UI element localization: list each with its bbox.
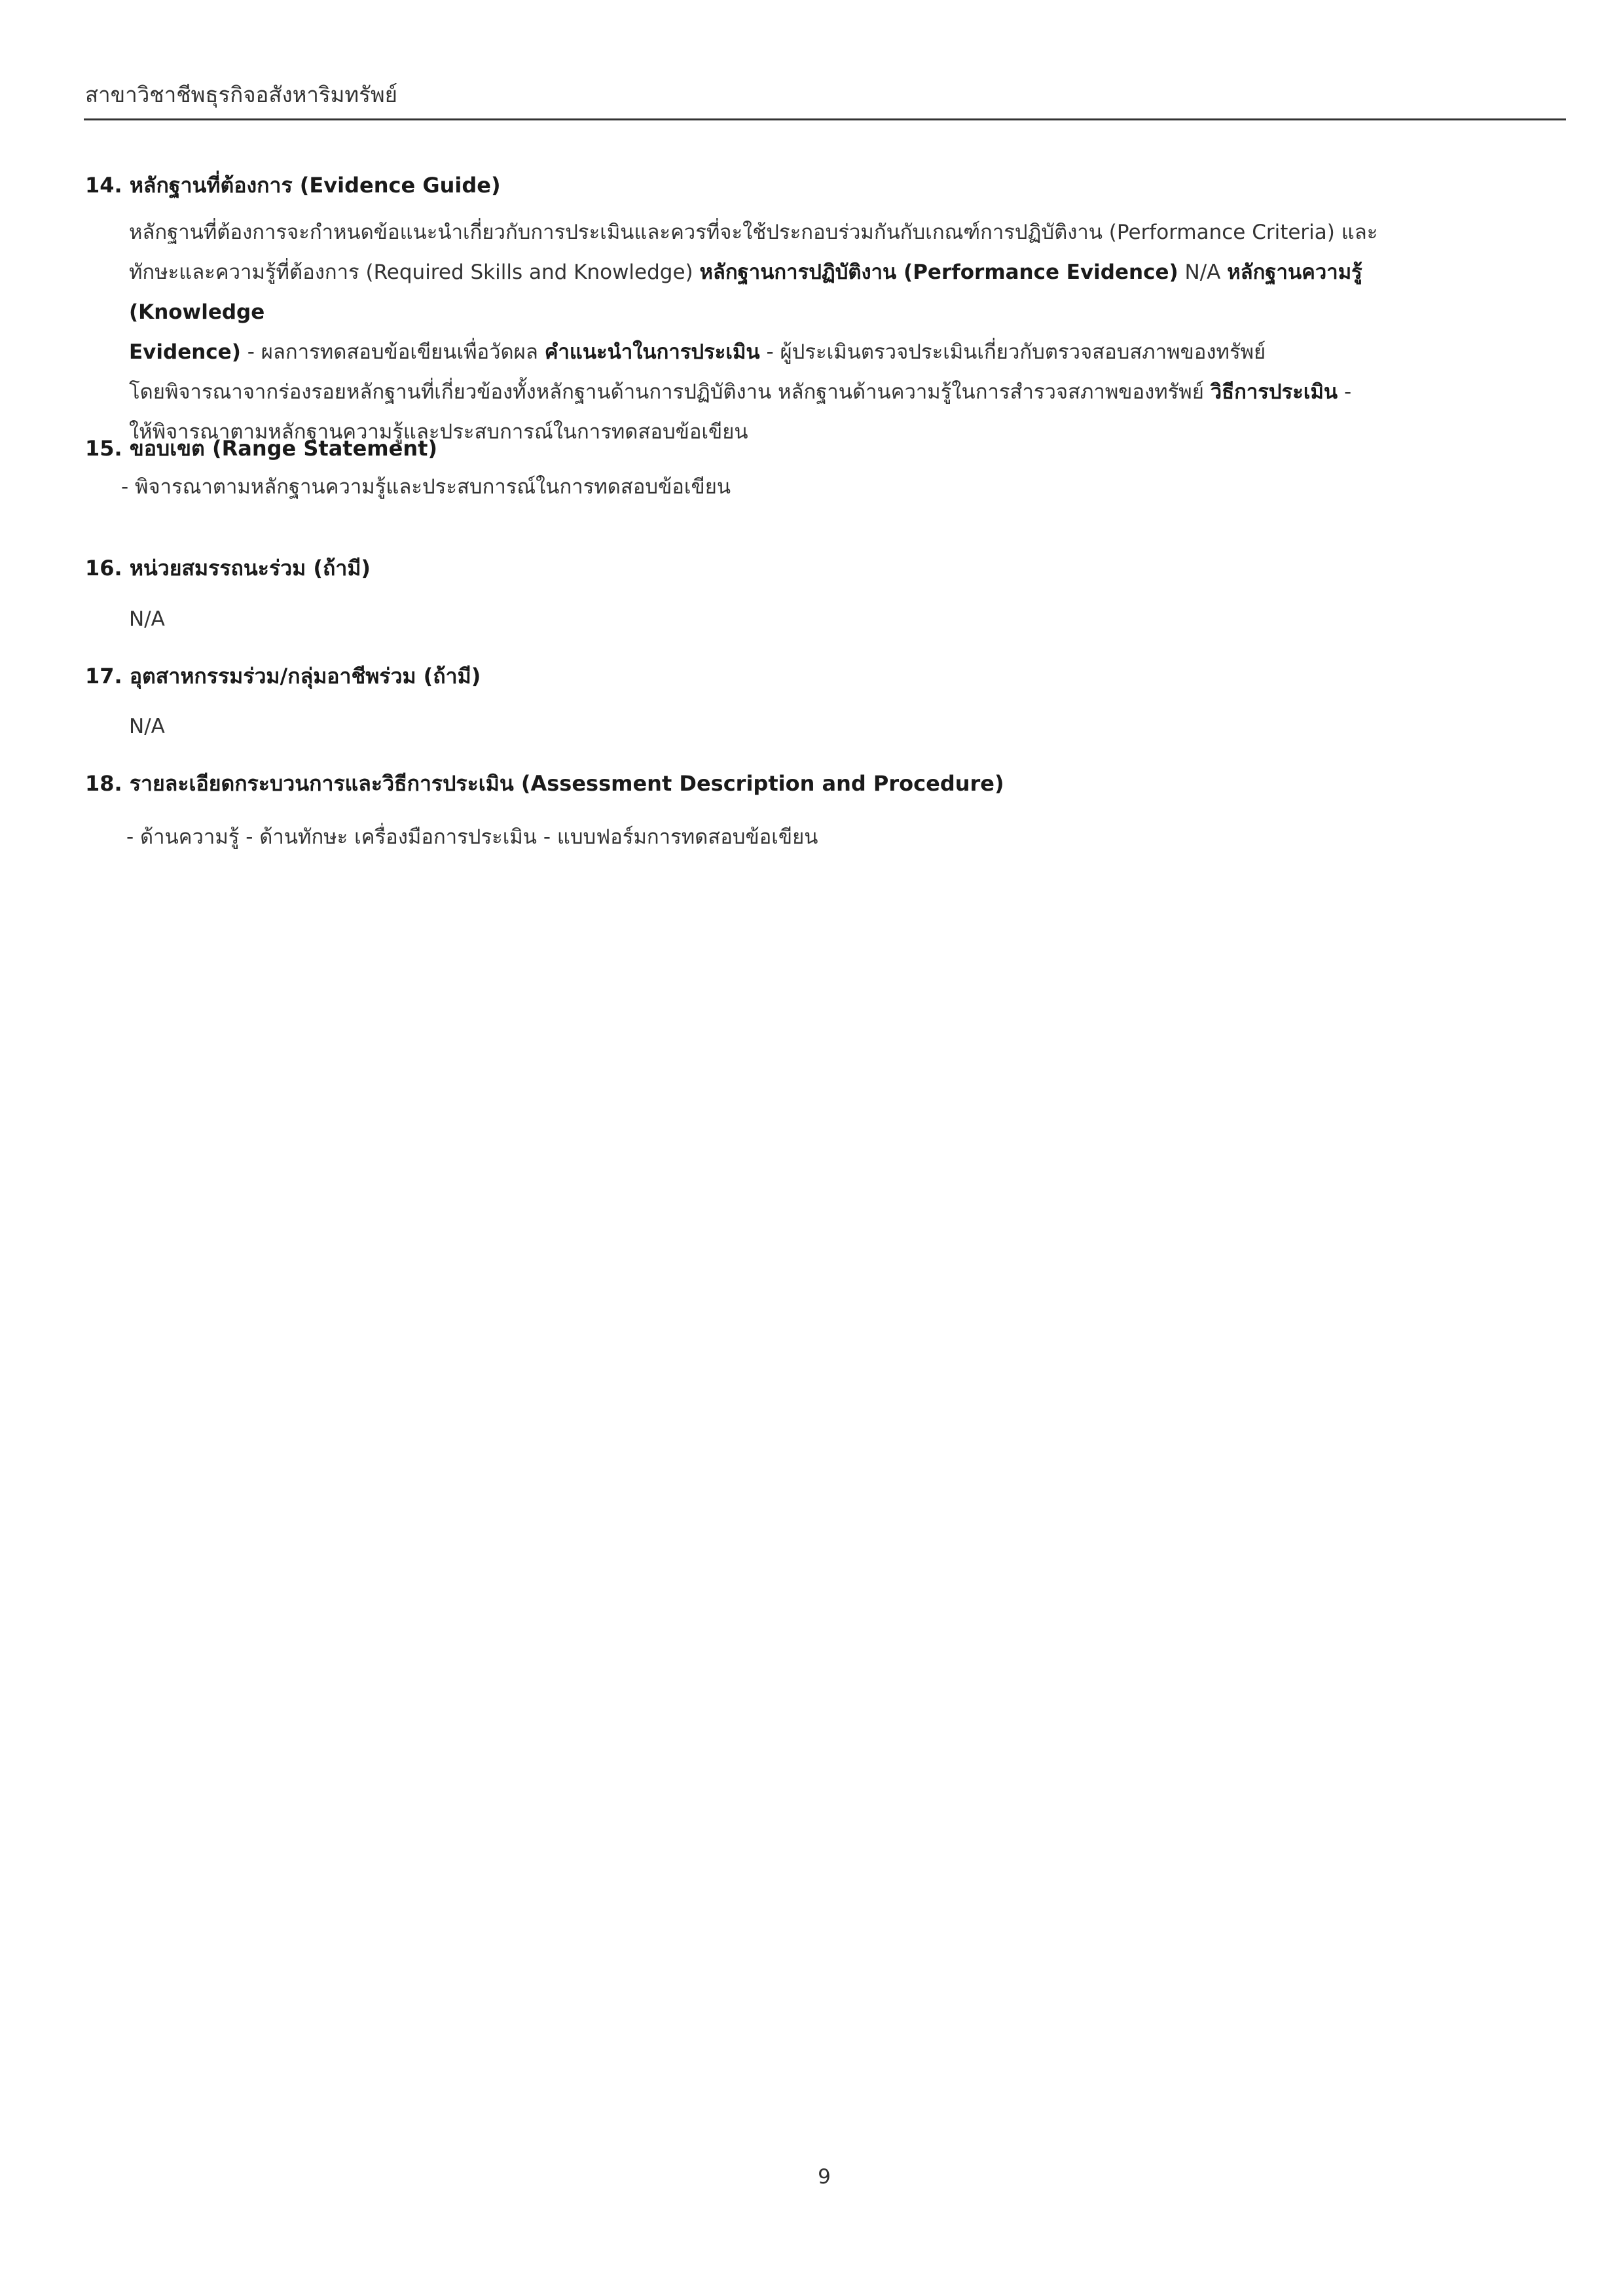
section-14-line-2c: N/A — [1178, 260, 1228, 284]
performance-evidence-label: หลักฐานการปฏิบัติงาน (Performance Evidence) — [699, 260, 1178, 284]
section-14-line-2a: ทักษะและความรู้ที่ต้องการ (Required Skills and Knowledge) — [129, 260, 700, 284]
section-14-heading: 14. หลักฐานที่ต้องการ (Evidence Guide) — [85, 173, 501, 198]
section-14-line-3d: - ผู้ประเมินตรวจประเมินเกี่ยวกับตรวจสอบสภาพของทรัพย์ — [759, 340, 1266, 364]
section-14-line-3b: - ผลการทดสอบข้อเขียนเพื่อวัดผล — [240, 340, 545, 364]
section-14-line-4c: - — [1338, 380, 1352, 404]
assessment-guidance-label: คำแนะนำในการประเมิน — [544, 340, 760, 364]
section-14-line-1: หลักฐานที่ต้องการจะกำหนดข้อแนะนำเกี่ยวกับการประเมินและควรที่จะใช้ประกอบร่วมกันกับเกณฑ์การปฏิบัติงาน (Performance Criteria) และ — [129, 221, 1378, 244]
section-18-heading: 18. รายละเอียดกระบวนการและวิธีการประเมิน (Assessment Description and Procedure) — [85, 771, 1004, 796]
section-14-line-3 — [129, 332, 1491, 372]
section-17-heading: 17. อุตสาหกรรมร่วม/กลุ่มอาชีพร่วม (ถ้ามี) — [85, 664, 481, 689]
section-16-heading: 16. หน่วยสมรรถนะร่วม (ถ้ามี) — [85, 556, 371, 581]
assessment-method-label: วิธีการประเมิน — [1210, 380, 1338, 404]
section-15-heading: 15. ขอบเขต (Range Statement) — [85, 436, 438, 461]
section-14-body — [129, 213, 1491, 452]
section-15-text: - พิจารณาตามหลักฐานความรู้และประสบการณ์ในการทดสอบข้อเขียน — [121, 475, 731, 499]
section-14-line-4 — [129, 372, 1491, 412]
section-17-text: N/A — [129, 715, 165, 738]
page-number: 9 — [818, 2165, 831, 2189]
knowledge-evidence-label-end: Evidence) — [129, 340, 241, 364]
section-18-text: - ด้านความรู้ - ด้านทักษะ เครื่องมือการประเมิน - แบบฟอร์มการทดสอบข้อเขียน — [126, 825, 818, 849]
section-14-line-4a: โดยพิจารณาจากร่องรอยหลักฐานที่เกี่ยวข้องทั้งหลักฐานด้านการปฏิบัติงาน หลักฐานด้านความรู้ในการสำรวจสภาพของทรัพย์ — [129, 380, 1211, 404]
section-14-line-5: ให้พิจารณาตามหลักฐานความรู้และประสบการณ์ในการทดสอบข้อเขียน — [129, 420, 748, 444]
knowledge-evidence-label: หลักฐานความรู้ (Knowledge — [129, 260, 1362, 324]
header-divider — [84, 118, 1566, 120]
running-header: สาขาวิชาชีพธุรกิจอสังหาริมทรัพย์ — [85, 82, 397, 107]
section-14-line-2 — [129, 253, 1491, 332]
section-16-text: N/A — [129, 607, 165, 631]
